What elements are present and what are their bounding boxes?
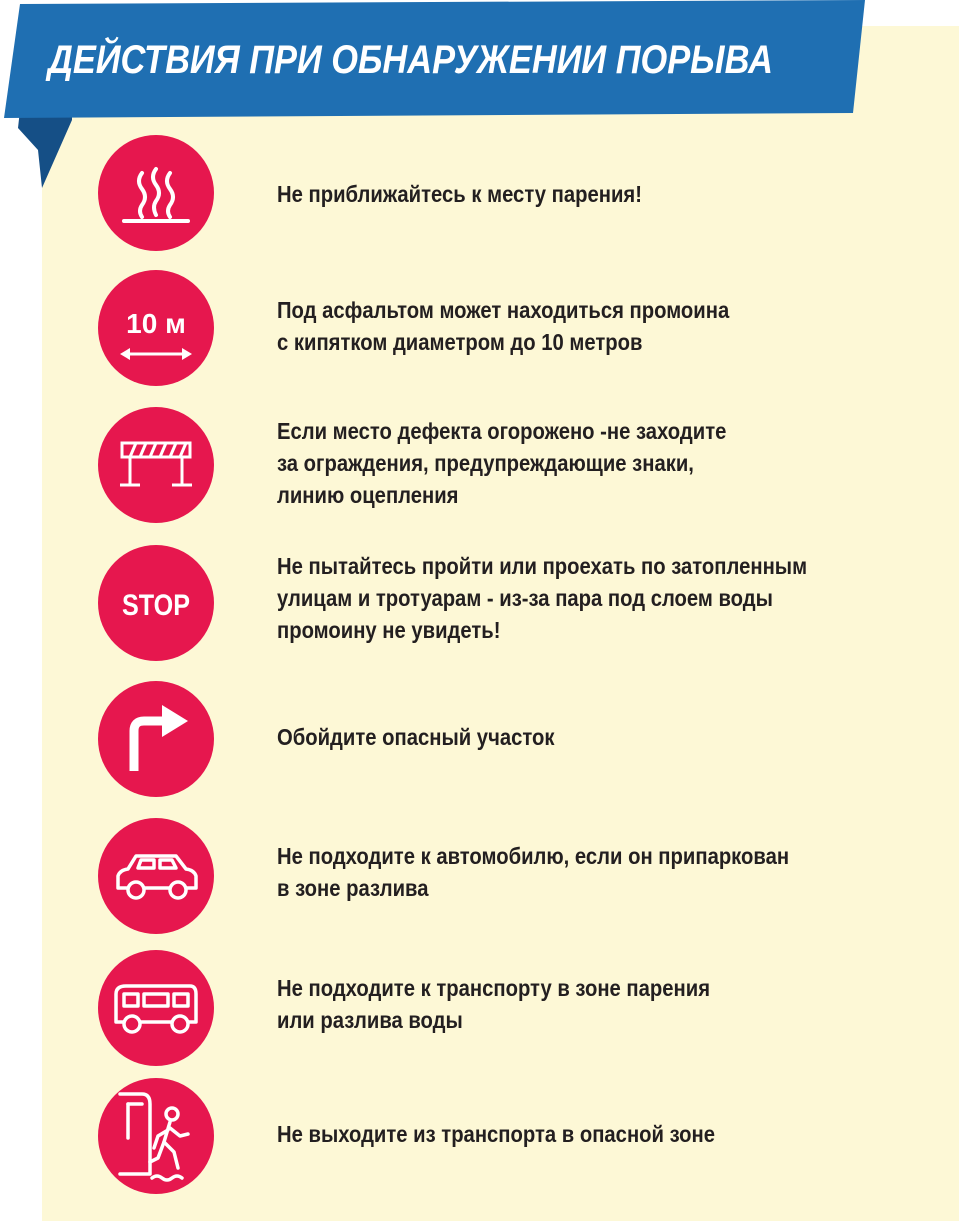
- bus-icon: [98, 950, 214, 1066]
- item-line: Не пытайтесь пройти или проехать по затопленным: [277, 553, 808, 579]
- item-text: [277, 721, 840, 753]
- icon-label: STOP: [122, 589, 190, 622]
- list-item: [0, 681, 959, 801]
- list-item: [0, 950, 959, 1070]
- item-line: промоину не увидеть!: [277, 617, 501, 643]
- item-line: или разлива воды: [277, 1007, 463, 1033]
- icon-label: 10 м: [126, 308, 186, 339]
- item-text: [277, 1118, 840, 1150]
- item-line: Не выходите из транспорта в опасной зоне: [277, 1121, 716, 1147]
- item-text: [277, 415, 840, 511]
- item-line: Обойдите опасный участок: [277, 724, 555, 750]
- item-line: линию оцепления: [277, 482, 459, 508]
- barrier-icon: [98, 407, 214, 523]
- item-text: [277, 178, 840, 210]
- distance-10m-icon: [98, 270, 214, 386]
- item-line: с кипятком диаметром до 10 метров: [277, 329, 643, 355]
- item-line: улицам и тротуарам - из-за пара под слоем воды: [277, 585, 773, 611]
- item-line: в зоне разлива: [277, 875, 429, 901]
- steam-icon: [98, 135, 214, 251]
- list-item: [0, 1078, 959, 1198]
- item-line: Не подходите к автомобилю, если он припаркован: [277, 843, 790, 869]
- list-item: [0, 270, 959, 390]
- list-item: [0, 545, 959, 665]
- item-text: [277, 972, 840, 1036]
- turn-right-arrow-icon: [98, 681, 214, 797]
- exit-vehicle-icon: [98, 1078, 214, 1194]
- item-text: [277, 550, 840, 646]
- list-item: [0, 135, 959, 255]
- item-text: [277, 294, 840, 358]
- stop-icon: [98, 545, 214, 661]
- item-line: Не подходите к транспорту в зоне парения: [277, 975, 711, 1001]
- item-text: [277, 840, 840, 904]
- item-line: Если место дефекта огорожено -не заходите: [277, 418, 727, 444]
- car-icon: [98, 818, 214, 934]
- item-line: за ограждения, предупреждающие знаки,: [277, 450, 694, 476]
- list-item: [0, 407, 959, 527]
- item-line: Не приближайтесь к месту парения!: [277, 181, 642, 207]
- list-item: [0, 818, 959, 938]
- item-line: Под асфальтом может находиться промоина: [277, 297, 730, 323]
- page-title: ДЕЙСТВИЯ ПРИ ОБНАРУЖЕНИИ ПОРЫВА: [48, 38, 773, 82]
